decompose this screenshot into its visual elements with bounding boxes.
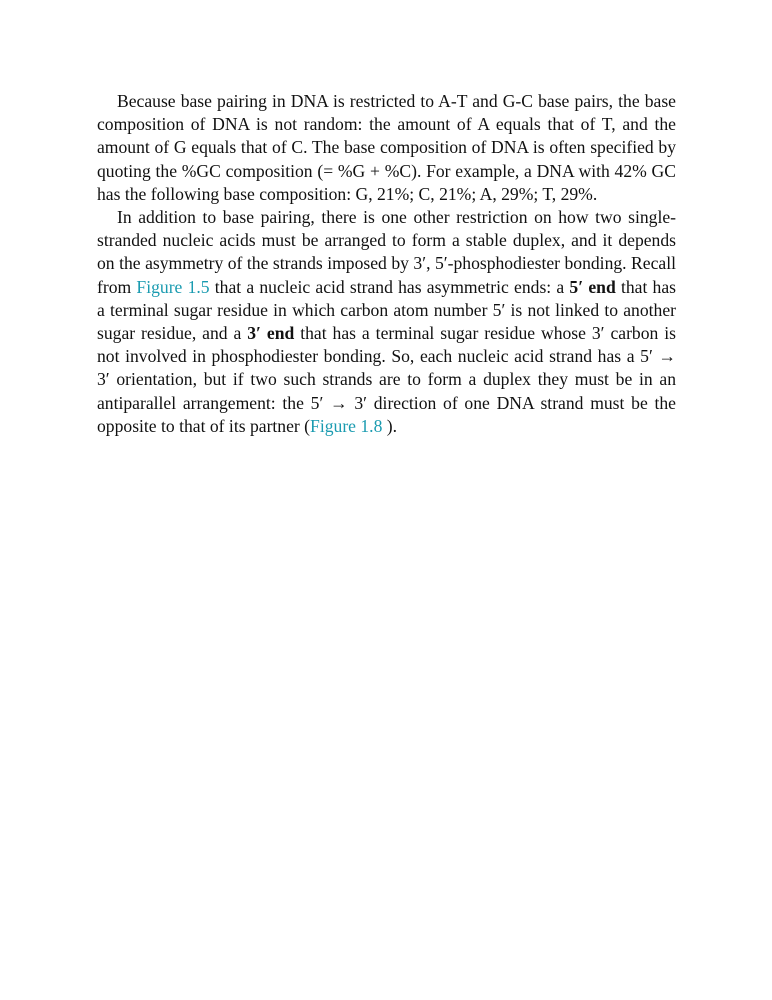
term-3-prime-end: 3′ end [247,323,295,344]
paragraph-text: ). [382,415,398,436]
document-body [97,90,676,438]
paragraph-text: that a nucleic acid strand has asymmetric ends: a [209,276,570,297]
paragraph-text: that has a terminal sugar residue in which carbon atom number 5′ is not linked to another sugar residue, and a [97,276,677,344]
term-5-prime-end: 5′ end [569,276,616,297]
figure-1-5-link[interactable]: Figure 1.5 [136,276,210,297]
paragraph-base-composition: Because base pairing in DNA is restricted to A-T and G-C base pairs, the base composition of DNA is not random: the amount of A equals that of T, and the amount of G equals that of C. The base composition of DNA is often specified by quoting the %GC composition (= %G + %C). For example, a DNA with 42% GC has the following base composition: G, 21%; C, 21%; A, 29%; T, 29%. [97,91,676,204]
figure-1-8-link[interactable]: Figure 1.8 [310,415,383,436]
paragraph-antiparallel [97,206,676,438]
paragraph-text: that has a terminal sugar residue whose 3′ carbon is not involved in phosphodiester bonding. So, each nucleic acid strand has a 5′ → 3′ orientation, but if two such strands are to form a duplex they must be in an antiparallel arrangement: the 5′ → 3′ direction of one DNA strand must be the opposite to that of its partner ( [97,323,676,436]
paragraph-text: In addition to base pairing, there is one other restriction on how two single-stranded nucleic acids must be arranged to form a stable duplex, and it depends on the asymmetry of the strands imposed by 3′, 5′-phosphodiester bonding. Recall from [97,207,676,297]
